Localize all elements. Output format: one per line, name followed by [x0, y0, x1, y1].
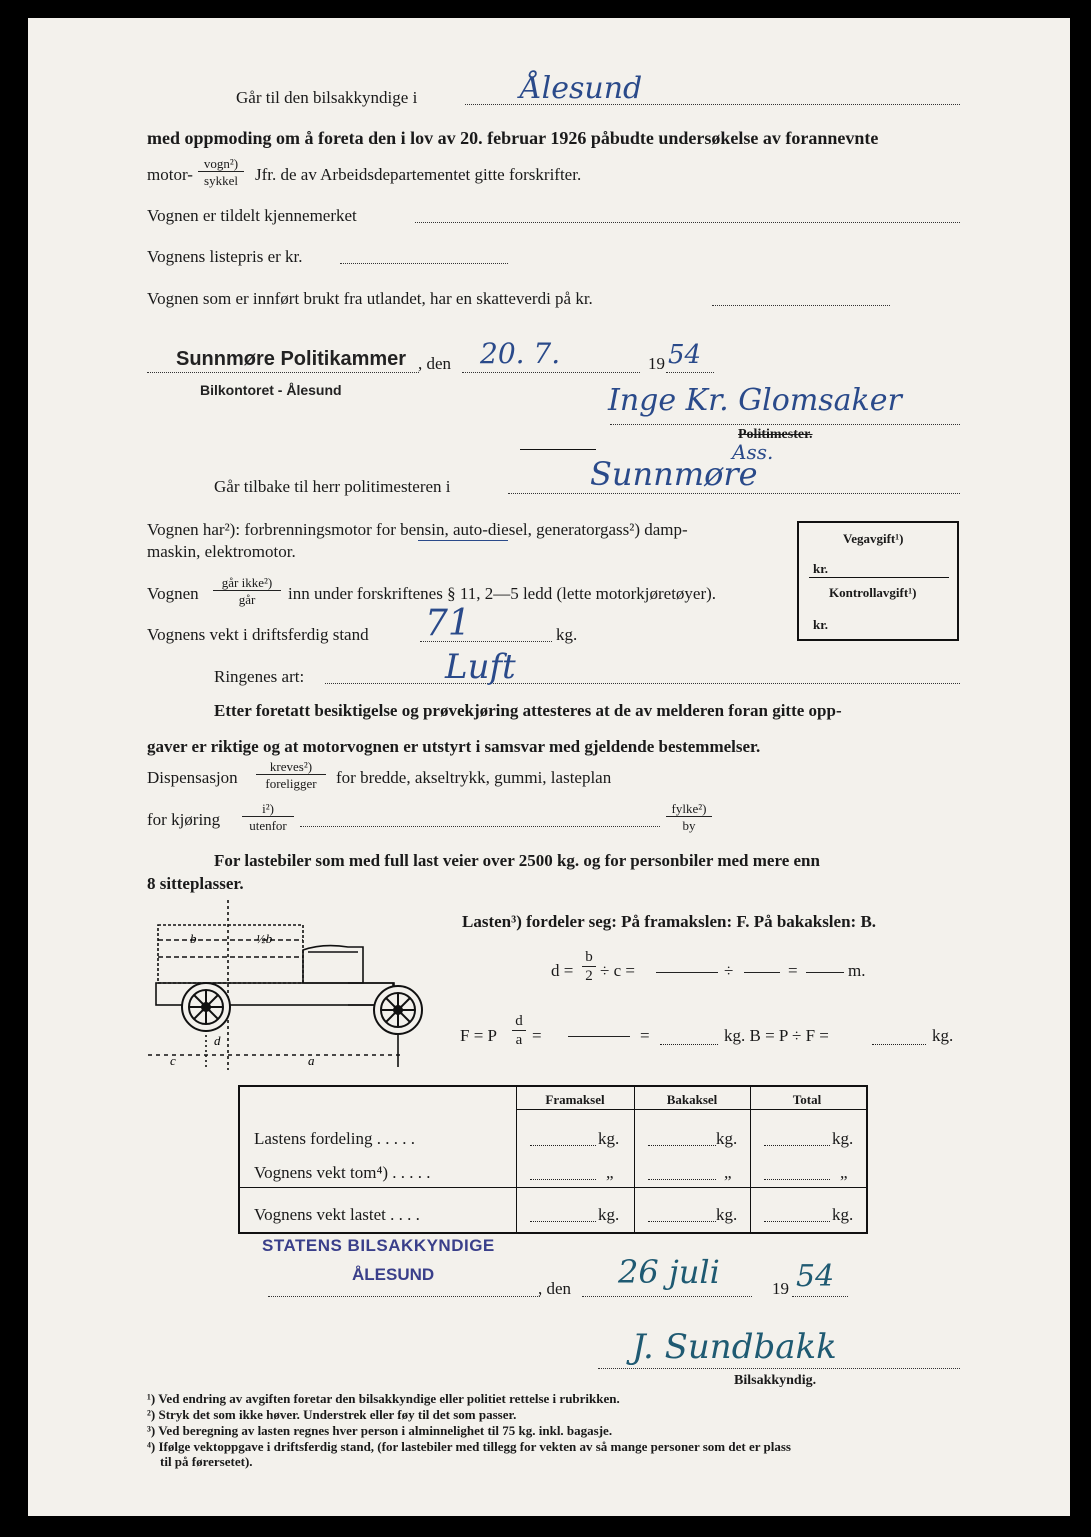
inspector-year-dots [792, 1296, 848, 1297]
motor-prefix: motor- [147, 165, 193, 184]
fylke-fraction [666, 802, 712, 832]
police-sign-dots [610, 424, 960, 425]
footnote-1: ¹) Ved endring av avgiften foretar den bilsakkyndige eller politiet rettelse i rubrikken. [147, 1391, 620, 1406]
formula-f-d: kg. B = P ÷ F = [724, 1026, 829, 1045]
inspector-date-handwritten: 26 juli [618, 1253, 720, 1291]
attest-line2: gaver er riktige og at motorvognen er utstyrt i samsvar med gjeldende bestemmelser. [147, 737, 761, 756]
kontroll-label: Kontrollavgift¹) [829, 585, 917, 600]
police-signature: Inge Kr. Glomsaker [608, 383, 902, 418]
vekt-unit: kg. [556, 625, 578, 644]
inspector-stamp-line2: ÅLESUND [352, 1265, 435, 1284]
police-title-mark: Ass. [732, 440, 774, 464]
listepris-label: Vognens listepris er kr. [147, 247, 303, 266]
skatteverdi-dots [712, 305, 890, 306]
bensin-underline [418, 540, 508, 541]
inspector-stamp-line1: STATENS BILSAKKYNDIGE [262, 1236, 495, 1255]
formula-f-num: d [512, 1014, 526, 1031]
inspector-dots [268, 1296, 540, 1297]
row-unit: kg. [832, 1205, 854, 1224]
formula-d-b: ÷ c = [600, 961, 635, 980]
formula-f-unit: kg. [932, 1026, 954, 1045]
formula-d-blank1 [656, 972, 718, 973]
disp-fraction-num: kreves²) [256, 760, 326, 775]
row-unit: kg. [598, 1129, 620, 1148]
row-unit: „ [840, 1163, 848, 1182]
row-dots [530, 1179, 596, 1180]
return-handwritten: Sunnmøre [590, 455, 758, 493]
disp-fraction-den: foreligger [265, 776, 317, 791]
motor-fraction [198, 157, 244, 187]
formula-f-blank3 [872, 1044, 926, 1045]
formula-d-blank2 [744, 972, 780, 973]
ringer-dots [325, 683, 960, 684]
police-dots [147, 372, 419, 373]
row-unit: kg. [716, 1205, 738, 1224]
formula-d-unit: m. [848, 961, 866, 980]
formula-f-frac [512, 1014, 526, 1048]
formula-f-blank1 [568, 1036, 630, 1037]
motor-fraction-den: sykkel [204, 173, 238, 188]
formula-f-blank2 [660, 1044, 718, 1045]
kr2-label: kr. [813, 617, 829, 632]
row-dots [648, 1179, 716, 1180]
diagram-label-d: d [214, 1033, 221, 1048]
formula-d-den: 2 [585, 968, 593, 984]
inspector-sign-dots [598, 1368, 960, 1369]
disp-rest: for bredde, akseltrykk, gummi, lasteplan [336, 768, 612, 787]
row-dots [530, 1221, 596, 1222]
fee-box-divider [809, 577, 949, 578]
truck-lasten: Lasten³) fordeler seg: På framakslen: F. På bakakslen: B. [462, 912, 877, 931]
ringer-handwritten: Luft [445, 647, 516, 687]
formula-d-blank3 [806, 972, 844, 973]
line1-label: Går til den bilsakkyndige i [236, 88, 418, 107]
kjoring-fraction-den: utenfor [249, 818, 287, 833]
vekt-label: Vognens vekt i driftsferdig stand [147, 625, 369, 644]
motor-fraction-num: vogn²) [198, 157, 244, 172]
formula-d-frac [582, 950, 596, 984]
police-stamp-line1: Sunnmøre Politikammer [176, 348, 407, 370]
row-label: Lastens fordeling . . . . . [254, 1129, 415, 1148]
row-unit: kg. [716, 1129, 738, 1148]
kjoring-label: for kjøring [147, 810, 221, 829]
row-unit: „ [724, 1163, 732, 1182]
kjennemerke-dots [415, 222, 960, 223]
weight-table [238, 1085, 868, 1234]
inspector-signature: J. Sundbakk [632, 1327, 837, 1367]
row-dots [530, 1145, 596, 1146]
truck-diagram [148, 895, 448, 1075]
kjoring-fraction [242, 802, 294, 832]
listepris-dots [340, 263, 508, 264]
diagram-label-a: a [308, 1053, 315, 1068]
truck-line2: 8 sitteplasser. [147, 874, 244, 893]
fee-box [797, 521, 959, 641]
police-year-dots [666, 372, 714, 373]
police-title: Politimester. [738, 427, 813, 442]
kjennemerke-label: Vognen er tildelt kjennemerket [147, 206, 357, 225]
police-date-dots [462, 372, 640, 373]
footnote-3: ³) Ved beregning av lasten regnes hver person i alminnelighet til 75 kg. inkl. bagasje. [147, 1423, 613, 1438]
row-dots [764, 1145, 830, 1146]
police-year-prefix: 19 [648, 354, 665, 373]
return-label: Går tilbake til herr politimesteren i [214, 477, 451, 496]
disp-label: Dispensasjon [147, 768, 238, 787]
kr1-label: kr. [813, 561, 829, 576]
return-dots [508, 493, 960, 494]
attest-line1: Etter foretatt besiktigelse og prøvekjøring attesteres at de av melderen foran gitte opp- [214, 701, 842, 720]
gaar-fraction-num: går ikke²) [213, 576, 281, 591]
police-separator [520, 449, 596, 450]
inspector-year-handwritten: 54 [796, 1259, 835, 1294]
truck-line1: For lastebiler som med full last veier over 2500 kg. og for personbiler med mere enn [214, 851, 820, 870]
formula-d-a: d = [551, 961, 574, 980]
footnote-2: ²) Stryk det som ikke høver. Understrek eller føy til det som passer. [147, 1407, 517, 1422]
police-stamp-line2: Bilkontoret - Ålesund [200, 382, 342, 398]
row-dots [764, 1179, 830, 1180]
ringer-label: Ringenes art: [214, 667, 305, 686]
line2-text: med oppmoding om å foreta den i lov av 20. februar 1926 påbudte undersøkelse av forannevnte [147, 128, 879, 148]
vehicle-vognen: Vognen [147, 584, 199, 603]
inspector-year-prefix: 19 [772, 1279, 789, 1298]
police-den: , den [418, 354, 452, 373]
formula-d-d: = [788, 961, 798, 980]
rear-wheel [182, 983, 230, 1031]
disp-fraction [256, 760, 326, 790]
gaar-fraction-den: går [238, 592, 256, 607]
formula-d-num: b [582, 950, 596, 967]
vehicle-har-line1: Vognen har²): forbrenningsmotor for bensin, auto-diesel, generatorgass²) damp- [147, 520, 688, 539]
front-wheel [374, 986, 422, 1034]
vekt-handwritten: 71 [425, 603, 471, 644]
footnote-5: til på førersetet). [147, 1454, 253, 1469]
row-label: Vognens vekt tom⁴) . . . . . [254, 1163, 431, 1182]
footnote-4: ⁴) Ifølge vektoppgave i driftsferdig stand, (for lastebiler med tillegg for vekten av så mange personer som det er plass [147, 1439, 791, 1454]
row-dots [648, 1221, 716, 1222]
diagram-label-c: c [170, 1053, 176, 1068]
formula-f-c: = [640, 1026, 650, 1045]
table-header-line [516, 1109, 866, 1110]
formula-f-den: a [515, 1032, 523, 1048]
table-body-line [240, 1187, 866, 1188]
row-dots [764, 1221, 830, 1222]
row-unit: „ [606, 1163, 614, 1182]
formula-d-c: ÷ [724, 961, 734, 980]
destination-handwritten: Ålesund [520, 71, 643, 106]
formula-f-b: = [532, 1026, 542, 1045]
police-year-handwritten: 54 [668, 340, 702, 370]
vegavgift-label: Vegavgift¹) [843, 531, 904, 546]
formula-f-a: F = P [460, 1026, 497, 1045]
inspector-den: , den [538, 1279, 572, 1298]
skatteverdi-label: Vognen som er innført brukt fra utlandet, har en skatteverdi på kr. [147, 289, 593, 308]
fylke-fraction-den: by [682, 818, 696, 833]
kjoring-dots [300, 826, 660, 827]
row-unit: kg. [832, 1129, 854, 1148]
gaar-fraction [213, 576, 281, 606]
row-label: Vognens vekt lastet . . . . [254, 1205, 420, 1224]
row-dots [648, 1145, 716, 1146]
diagram-label-b: b [190, 931, 197, 946]
diagram-label-halfb: ½b [256, 931, 273, 946]
fylke-fraction-num: fylke²) [666, 802, 712, 817]
vehicle-har-line2: maskin, elektromotor. [147, 542, 296, 561]
table-header-bakaksel: Bakaksel [666, 1092, 718, 1107]
table-header-framaksel: Framaksel [545, 1092, 605, 1107]
vehicle-forskrift: inn under forskriftenes § 11, 2—5 ledd (lette motorkjøretøyer). [288, 584, 717, 603]
row-unit: kg. [598, 1205, 620, 1224]
table-header-total: Total [792, 1092, 822, 1107]
police-date-handwritten: 20. 7. [480, 337, 561, 370]
line3-rest: Jfr. de av Arbeidsdepartementet gitte forskrifter. [255, 165, 582, 184]
kjoring-fraction-num: i²) [242, 802, 294, 817]
inspector-title: Bilsakkyndig. [734, 1373, 817, 1388]
inspector-date-dots [582, 1296, 752, 1297]
